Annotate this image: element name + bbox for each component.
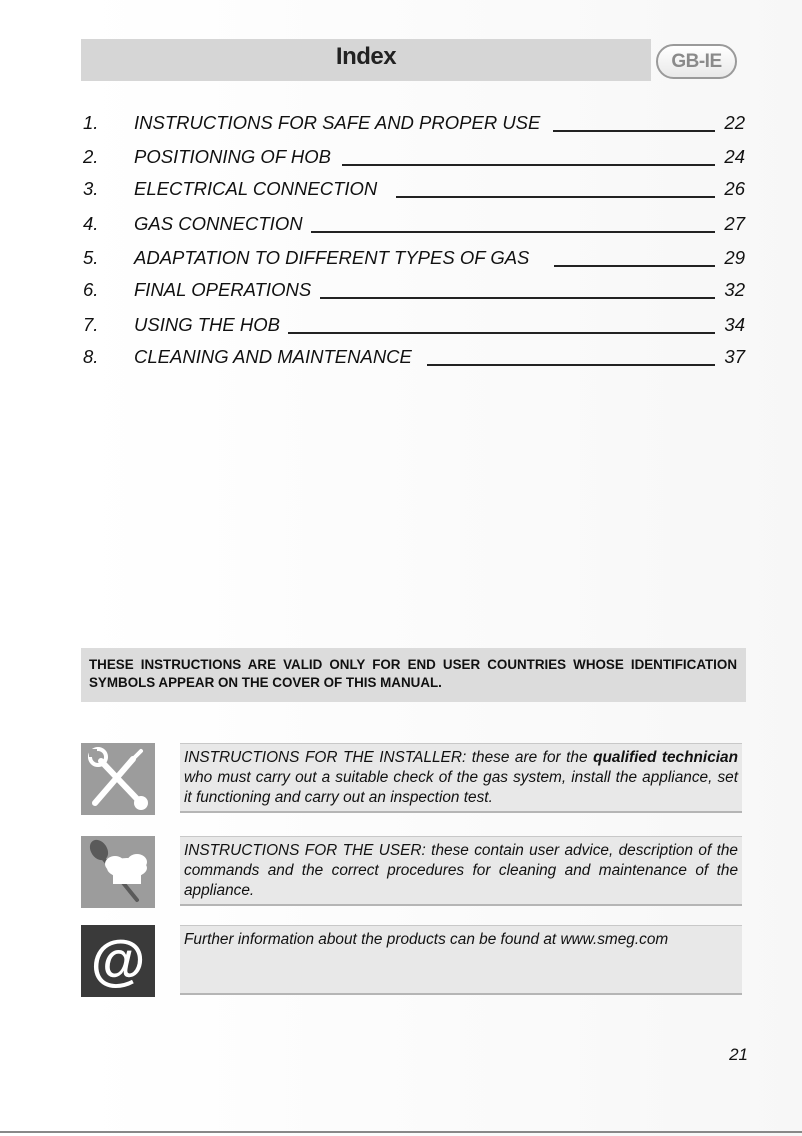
chef-spoon-icon — [81, 836, 155, 908]
toc-label: POSITIONING OF HOB — [134, 146, 332, 167]
toc-label: ADAPTATION TO DIFFERENT TYPES OF GAS — [134, 247, 530, 268]
toc-item[interactable] — [83, 314, 745, 338]
toc-number: 3. — [83, 178, 99, 199]
page-title: Index — [335, 43, 397, 70]
toc-leader-line — [342, 164, 715, 166]
toc-number: 7. — [83, 314, 99, 335]
installer-instructions: INSTRUCTIONS FOR THE INSTALLER: these are for the qualified technician who must carry out a suitable check of the gas system, install the appliance, set it functioning and carry out an inspection test. — [180, 743, 742, 813]
toc-page: 34 — [724, 314, 745, 335]
toc-page: 37 — [724, 346, 745, 367]
toc-item[interactable] — [83, 247, 745, 271]
validity-notice: THESE INSTRUCTIONS ARE VALID ONLY FOR END USER COUNTRIES WHOSE IDENTIFICATION SYMBOLS APPEAR ON THE COVER OF THIS MANUAL. — [81, 648, 746, 702]
toc-leader-line — [553, 130, 715, 132]
toc-number: 6. — [83, 279, 99, 300]
tools-icon — [81, 743, 155, 815]
header-bar — [81, 39, 651, 81]
toc-label: CLEANING AND MAINTENANCE — [134, 346, 412, 367]
toc-label: FINAL OPERATIONS — [134, 279, 312, 300]
user-instructions: INSTRUCTIONS FOR THE USER: these contain user advice, description of the commands and the correct procedures for cleaning and maintenance of the appliance. — [180, 836, 742, 906]
toc-number: 2. — [83, 146, 99, 167]
toc-item[interactable] — [83, 146, 745, 170]
toc-label: ELECTRICAL CONNECTION — [134, 178, 378, 199]
toc-leader-line — [320, 297, 715, 299]
toc-leader-line — [311, 231, 715, 233]
web-info: Further information about the products can be found at www.smeg.com — [180, 925, 742, 995]
toc-number: 8. — [83, 346, 99, 367]
toc-leader-line — [554, 265, 715, 267]
toc-number: 1. — [83, 112, 99, 133]
toc-page: 32 — [724, 279, 745, 300]
language-badge: GB-IE — [656, 44, 737, 79]
toc-leader-line — [396, 196, 715, 198]
toc-leader-line — [427, 364, 715, 366]
toc-label: INSTRUCTIONS FOR SAFE AND PROPER USE — [134, 112, 541, 133]
toc-label: GAS CONNECTION — [134, 213, 303, 234]
toc-leader-line — [288, 332, 715, 334]
toc-page: 29 — [724, 247, 745, 268]
at-sign-icon — [81, 925, 155, 997]
page-number: 21 — [729, 1045, 748, 1064]
toc-item[interactable] — [83, 213, 745, 237]
toc-page: 26 — [724, 178, 745, 199]
toc-page: 24 — [724, 146, 745, 167]
toc-item[interactable] — [83, 112, 745, 136]
toc-number: 5. — [83, 247, 99, 268]
toc-item[interactable] — [83, 178, 745, 202]
bottom-divider — [0, 1131, 802, 1133]
toc-page: 22 — [724, 112, 745, 133]
toc-item[interactable] — [83, 346, 745, 370]
svg-text:@: @ — [90, 928, 146, 991]
toc-item[interactable] — [83, 279, 745, 303]
toc-number: 4. — [83, 213, 99, 234]
toc-page: 27 — [724, 213, 745, 234]
toc-label: USING THE HOB — [134, 314, 280, 335]
